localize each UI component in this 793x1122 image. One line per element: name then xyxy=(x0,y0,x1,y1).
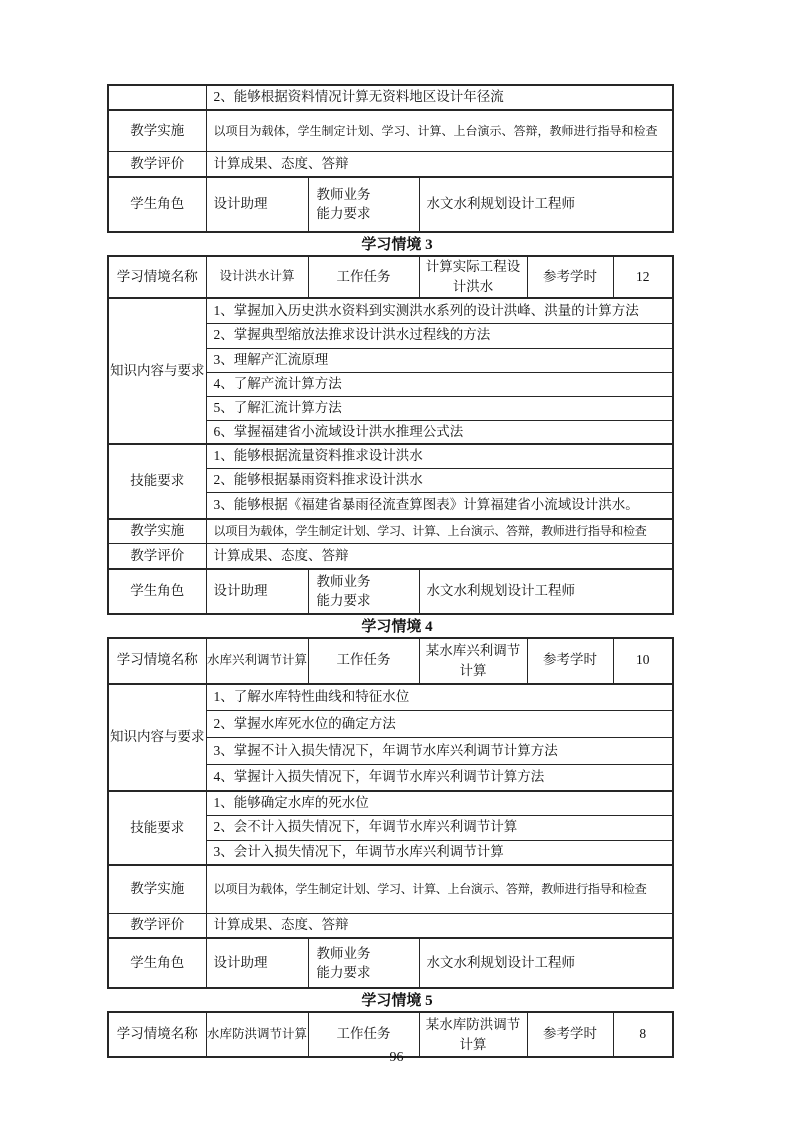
empty-label-cell xyxy=(108,85,206,110)
impl-text-cell: 以项目为载体，学生制定计划、学习、计算、上台演示、答辩，教师进行指导和检查 xyxy=(206,865,673,913)
skills-label-cell: 技能要求 xyxy=(108,791,206,865)
situation-3-heading: 学习情境 3 xyxy=(361,236,433,253)
knowledge-item: 6、掌握福建省小流域设计洪水推理公式法 xyxy=(206,420,673,444)
teacher-requirement-cell xyxy=(308,177,419,232)
hours-label-cell: 参考学时 xyxy=(527,256,613,299)
engineer-cell: 水文水利规划设计工程师 xyxy=(419,569,673,614)
teacher-requirement-line1: 教师业务 xyxy=(316,945,371,961)
skill-item: 1、能够根据流量资料推求设计洪水 xyxy=(206,444,673,468)
task-label-cell: 工作任务 xyxy=(308,256,419,299)
teacher-requirement-cell xyxy=(308,569,419,614)
skill-item: 2、会不计入损失情况下，年调节水库兴利调节计算 xyxy=(206,815,673,840)
name-label-cell: 学习情境名称 xyxy=(108,638,206,684)
task-label-cell: 工作任务 xyxy=(308,1012,419,1057)
situation-name-cell: 设计洪水计算 xyxy=(206,256,308,299)
knowledge-item: 1、了解水库特性曲线和特征水位 xyxy=(206,684,673,711)
teacher-requirement-line2: 能力要求 xyxy=(316,206,371,222)
hours-label-cell: 参考学时 xyxy=(527,638,613,684)
situation-3-table xyxy=(107,255,674,615)
name-label-cell: 学习情境名称 xyxy=(108,1012,206,1057)
task-label-cell: 工作任务 xyxy=(308,638,419,684)
knowledge-label-cell: 知识内容与要求 xyxy=(108,298,206,444)
role-value-cell: 设计助理 xyxy=(206,177,308,232)
knowledge-item: 4、掌握计入损失情况下，年调节水库兴利调节计算方法 xyxy=(206,765,673,791)
knowledge-item: 2、掌握典型缩放法推求设计洪水过程线的方法 xyxy=(206,323,673,348)
impl-text-cell: 以项目为载体，学生制定计划、学习、计算、上台演示、答辩，教师进行指导和检查 xyxy=(206,519,673,544)
role-label-cell: 学生角色 xyxy=(108,569,206,614)
knowledge-item: 1、掌握加入历史洪水资料到实测洪水系列的设计洪峰、洪量的计算方法 xyxy=(206,298,673,323)
task-value-cell: 计算实际工程设计洪水 xyxy=(419,256,527,299)
role-label-cell: 学生角色 xyxy=(108,177,206,232)
skill-item: 1、能够确定水库的死水位 xyxy=(206,791,673,815)
role-value-cell: 设计助理 xyxy=(206,938,308,988)
knowledge-item: 3、掌握不计入损失情况下，年调节水库兴利调节计算方法 xyxy=(206,738,673,765)
continuation-table xyxy=(107,84,674,233)
situation-4-table xyxy=(107,637,674,989)
role-value-cell: 设计助理 xyxy=(206,569,308,614)
page-number: 96 xyxy=(389,1050,404,1065)
eval-label-cell: 教学评价 xyxy=(108,913,206,938)
situation-4-heading: 学习情境 4 xyxy=(361,618,433,635)
engineer-cell: 水文水利规划设计工程师 xyxy=(419,177,673,232)
impl-label-cell: 教学实施 xyxy=(108,110,206,152)
role-label-cell: 学生角色 xyxy=(108,938,206,988)
eval-text-cell: 计算成果、态度、答辩 xyxy=(206,544,673,569)
impl-label-cell: 教学实施 xyxy=(108,865,206,913)
eval-label-cell: 教学评价 xyxy=(108,544,206,569)
teacher-requirement-line1: 教师业务 xyxy=(316,573,371,589)
teacher-requirement-line1: 教师业务 xyxy=(316,186,371,202)
eval-label-cell: 教学评价 xyxy=(108,152,206,177)
hours-value-cell: 8 xyxy=(613,1012,673,1057)
teacher-requirement-line2: 能力要求 xyxy=(316,965,371,981)
eval-text-cell: 计算成果、态度、答辩 xyxy=(206,152,673,177)
situation-name-cell: 水库兴利调节计算 xyxy=(206,638,308,684)
teacher-requirement-line2: 能力要求 xyxy=(316,593,371,609)
hours-label-cell: 参考学时 xyxy=(527,1012,613,1057)
task-value-cell: 某水库兴利调节计算 xyxy=(419,638,527,684)
impl-text-cell: 以项目为载体，学生制定计划、学习、计算、上台演示、答辩，教师进行指导和检查 xyxy=(206,110,673,152)
eval-text-cell: 计算成果、态度、答辩 xyxy=(206,913,673,938)
situation-5-heading: 学习情境 5 xyxy=(361,993,433,1010)
hours-value-cell: 12 xyxy=(613,256,673,299)
knowledge-item: 3、理解产汇流原理 xyxy=(206,348,673,372)
knowledge-label-cell: 知识内容与要求 xyxy=(108,684,206,791)
name-label-cell: 学习情境名称 xyxy=(108,256,206,299)
engineer-cell: 水文水利规划设计工程师 xyxy=(419,938,673,988)
skill-item: 3、能够根据《福建省暴雨径流查算图表》计算福建省小流域设计洪水。 xyxy=(206,493,673,519)
hours-value-cell: 10 xyxy=(613,638,673,684)
knowledge-item: 5、了解汇流计算方法 xyxy=(206,396,673,420)
skills-label-cell: 技能要求 xyxy=(108,444,206,518)
skill-item: 2、能够根据暴雨资料推求设计洪水 xyxy=(206,469,673,493)
teacher-requirement-cell xyxy=(308,938,419,988)
skill-item: 3、会计入损失情况下，年调节水库兴利调节计算 xyxy=(206,840,673,865)
knowledge-item: 2、掌握水库死水位的确定方法 xyxy=(206,711,673,738)
knowledge-item: 4、了解产流计算方法 xyxy=(206,372,673,396)
situation-name-cell: 水库防洪调节计算 xyxy=(206,1012,308,1057)
task-value-cell: 某水库防洪调节计算 xyxy=(419,1012,527,1057)
impl-label-cell: 教学实施 xyxy=(108,519,206,544)
skill-item: 2、能够根据资料情况计算无资料地区设计年径流 xyxy=(206,85,673,110)
